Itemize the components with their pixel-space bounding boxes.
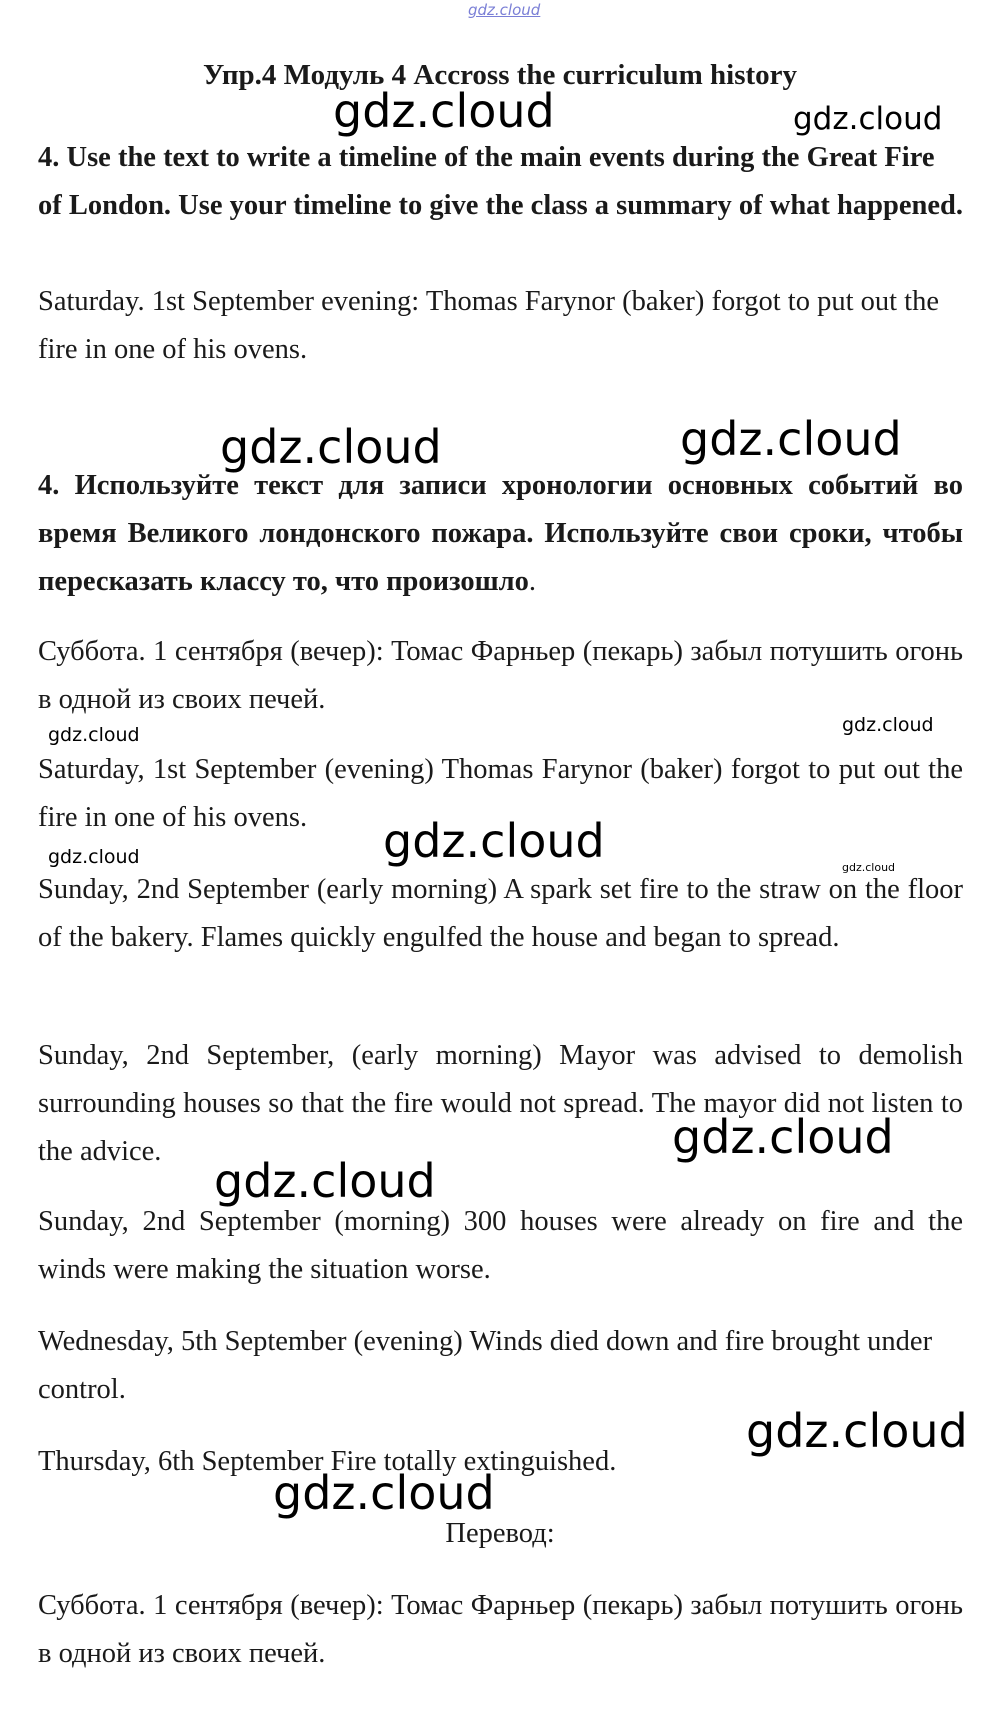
event-2: Sunday, 2nd September (early morning) A spark set fire to the straw on the floor of the bakery. Flames quickly engulfed the house and began to spread. xyxy=(38,874,963,953)
watermark: gdz.cloud xyxy=(842,861,896,874)
watermark: gdz.cloud xyxy=(220,420,442,474)
watermark: gdz.cloud xyxy=(842,714,934,736)
watermark: gdz.cloud xyxy=(214,1154,436,1208)
watermark: gdz.cloud xyxy=(746,1404,968,1458)
task-russian-period: . xyxy=(528,566,537,597)
event-6: Thursday, 6th September Fire totally extinguished. xyxy=(38,1446,617,1477)
event-4: Sunday, 2nd September (morning) 300 houses were already on fire and the winds were making the situation worse. xyxy=(38,1206,963,1285)
answer-english-first: Saturday. 1st September evening: Thomas Farynor (baker) forgot to put out the fire in one of his ovens. xyxy=(38,286,939,365)
russian-answer-second: Суббота. 1 сентября (вечер): Томас Фарньер (пекарь) забыл потушить огонь в одной из своих печей. xyxy=(38,1590,963,1669)
watermark-top[interactable]: gdz.cloud xyxy=(468,1,541,19)
watermark: gdz.cloud xyxy=(273,1466,495,1520)
event-3: Sunday, 2nd September, (early morning) Mayor was advised to demolish surrounding houses so that the fire would not spread. The mayor did not listen to the advice. xyxy=(38,1040,963,1167)
event-1: Saturday, 1st September (evening) Thomas Farynor (baker) forgot to put out the fire in one of his ovens. xyxy=(38,754,963,833)
watermark: gdz.cloud xyxy=(48,724,140,746)
event-5: Wednesday, 5th September (evening) Winds died down and fire brought under control. xyxy=(38,1326,933,1405)
watermark: gdz.cloud xyxy=(793,101,943,137)
task-russian xyxy=(38,462,963,606)
task-english: 4. Use the text to write a timeline of the main events during the Great Fire of London. Use your timeline to give the class a summary of what happened. xyxy=(38,142,963,221)
page-title: Упр.4 Модуль 4 Accross the curriculum history xyxy=(202,59,798,91)
translation-label: Перевод: xyxy=(445,1518,555,1549)
russian-answer-first: Суббота. 1 сентября (вечер): Томас Фарньер (пекарь) забыл потушить огонь в одной из своих печей. xyxy=(38,636,963,715)
watermark: gdz.cloud xyxy=(680,412,902,466)
watermark: gdz.cloud xyxy=(383,814,605,868)
watermark: gdz.cloud xyxy=(48,846,140,868)
watermark: gdz.cloud xyxy=(333,84,555,138)
watermark: gdz.cloud xyxy=(672,1110,894,1164)
task-russian-text: 4. Используйте текст для записи хронологии основных событий во время Великого лондонского пожара. Используйте свои сроки, чтобы пересказать классу то, что произошло xyxy=(38,470,963,597)
